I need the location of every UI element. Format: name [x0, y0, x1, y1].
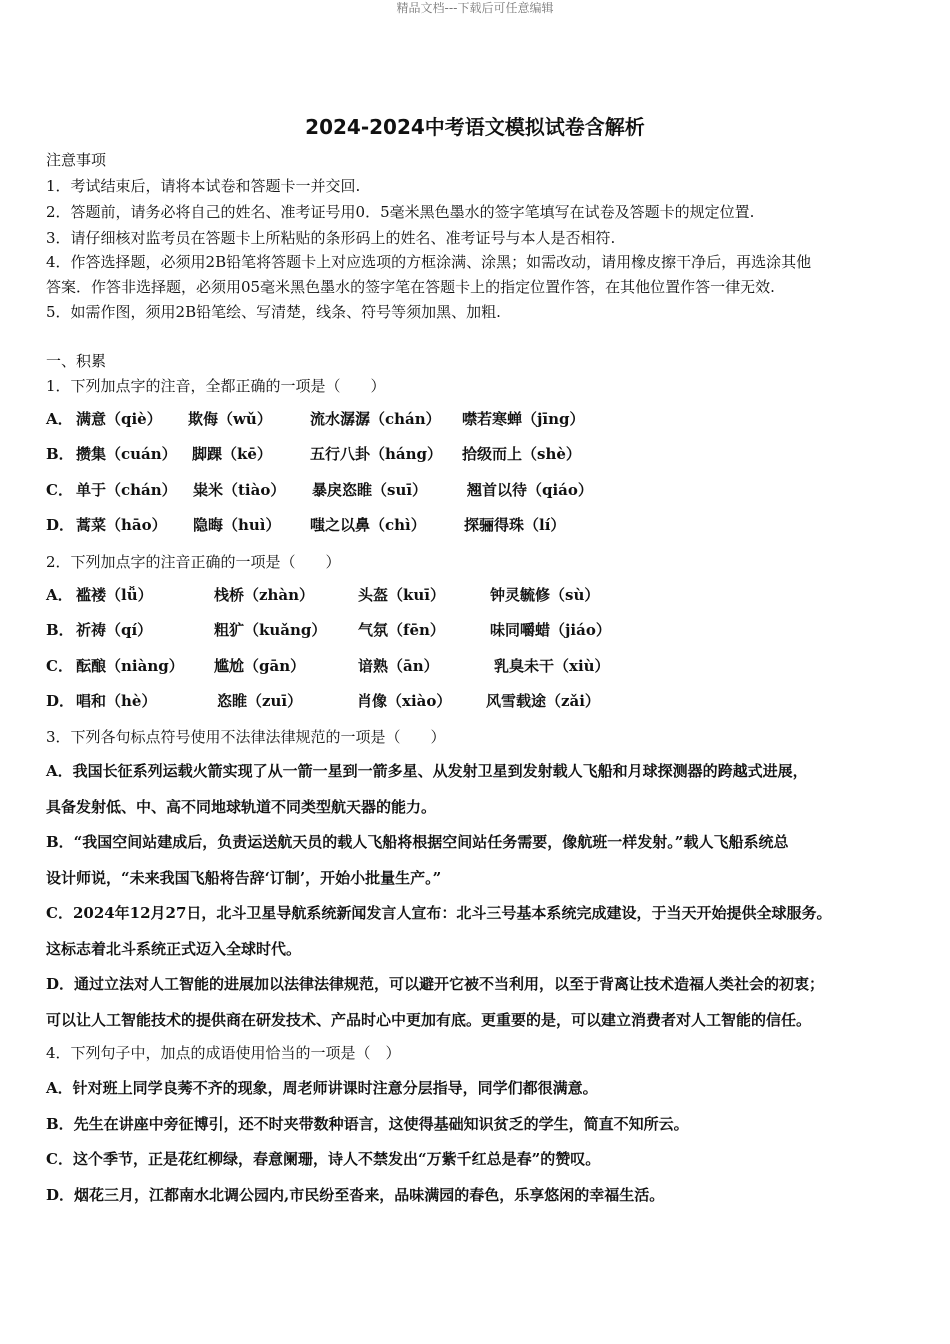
notes-heading: 注意事项	[46, 151, 107, 169]
option-label: B．	[46, 621, 74, 639]
option-label: D．	[46, 692, 75, 710]
page-header: 精品文档---下载后可任意编辑	[396, 1, 554, 15]
option-cell: 攒集（cuán）	[76, 445, 177, 463]
question-1-stem: 1．下列加点字的注音，全都正确的一项是（ ）	[46, 377, 386, 395]
question-3-line: 具备发射低、中、高不同地球轨道不同类型航天器的能力。	[46, 798, 437, 816]
note-item: 1．考试结束后，请将本试卷和答题卡一并交回.	[46, 177, 361, 195]
option-cell: 味同嚼蜡（jiáo）	[490, 621, 611, 639]
question-3-line: 设计师说，“未来我国飞船将告辞‘订制’，开始小批量生产。”	[46, 869, 442, 887]
option-label: A．	[46, 410, 73, 428]
option-cell: 褴褛（lǚ）	[76, 586, 153, 604]
option-cell: 噤若寒蝉（jīng）	[462, 410, 585, 428]
question-2-stem: 2．下列加点字的注音正确的一项是（ ）	[46, 553, 341, 571]
option-cell: 祈祷（qí）	[76, 621, 153, 639]
option-cell: 粗犷（kuǎng）	[214, 621, 327, 639]
question-3-line: C．2024年12月27日，北斗卫星导航系统新闻发言人宣布：北斗三号基本系统完成建设，于当天开始提供全球服务。	[46, 904, 832, 922]
option-cell: 粜米（tiào）	[193, 481, 286, 499]
note-item: 4．作答选择题，必须用2B铅笔将答题卡上对应选项的方框涂满、涂黑；如需改动，请用橡皮擦干净后，再选涂其他	[46, 253, 812, 271]
option-cell: 气氛（fēn）	[358, 621, 445, 639]
question-4-line: D．烟花三月，江都南水北调公园内,市民纷至沓来，品味满园的春色，乐享悠闲的幸福生活。	[46, 1186, 665, 1204]
option-cell: 脚踝（kē）	[192, 445, 272, 463]
option-cell: 尴尬（gān）	[214, 657, 306, 675]
option-cell: 欺侮（wǔ）	[188, 410, 272, 428]
option-cell: 恣睢（zuī）	[217, 692, 303, 710]
note-item: 5．如需作图，须用2B铅笔绘、写清楚，线条、符号等须加黑、加粗.	[46, 303, 501, 321]
question-3-line: A．我国长征系列运载火箭实现了从一箭一星到一箭多星、从发射卫星到发射载人飞船和月球探测器的跨越式进展，	[46, 762, 808, 780]
option-label: D．	[46, 516, 75, 534]
option-cell: 探骊得珠（lí）	[464, 516, 566, 534]
question-4-line: A．针对班上同学良莠不齐的现象，周老师讲课时注意分层指导，同学们都很满意。	[46, 1079, 598, 1097]
option-label: B．	[46, 445, 74, 463]
section-heading: 一、积累	[46, 352, 107, 370]
question-3-line: 可以让人工智能技术的提供商在研发技术、产品时心中更加有底。更重要的是，可以建立消费者对人工智能的信任。	[46, 1011, 812, 1029]
question-3-stem: 3．下列各句标点符号使用不法律法律规范的一项是（ ）	[46, 728, 446, 746]
question-3-line: 这标志着北斗系统正式迈入全球时代。	[46, 940, 302, 958]
option-cell: 唱和（hè）	[76, 692, 157, 710]
question-3-line: D．通过立法对人工智能的进展加以法律法律规范，可以避开它被不当利用，以至于背离让技术造福人类社会的初衷；	[46, 975, 825, 993]
option-cell: 头盔（kuī）	[358, 586, 445, 604]
option-cell: 风雪载途（zǎi）	[486, 692, 600, 710]
option-cell: 肖像（xiào）	[357, 692, 452, 710]
option-cell: 隐晦（huì）	[193, 516, 281, 534]
option-cell: 拾级而上（shè）	[462, 445, 581, 463]
option-label: C．	[46, 657, 73, 675]
option-cell: 乳臭未干（xiù）	[494, 657, 610, 675]
option-cell: 五行八卦（háng）	[310, 445, 443, 463]
note-item: 3．请仔细核对监考员在答题卡上所粘贴的条形码上的姓名、准考证号与本人是否相符.	[46, 229, 616, 247]
note-item: 2．答题前，请务必将自己的姓名、准考证号用0．5毫米黑色墨水的签字笔填写在试卷及答题卡的规定位置.	[46, 203, 755, 221]
option-cell: 满意（qiè）	[76, 410, 162, 428]
option-label: A．	[46, 586, 73, 604]
option-cell: 暴戾恣睢（suī）	[312, 481, 428, 499]
option-cell: 蒿菜（hāo）	[76, 516, 167, 534]
question-3-line: B．“我国空间站建成后，负责运送航天员的载人飞船将根据空间站任务需要，像航班一样发射。”载人飞船系统总	[46, 833, 789, 851]
option-label: C．	[46, 481, 73, 499]
note-item: 答案．作答非选择题，必须用05毫米黑色墨水的签字笔在答题卡上的指定位置作答，在其他位置作答一律无效.	[46, 278, 775, 296]
question-4-line: B．先生在讲座中旁征博引，还不时夹带数种语言，这使得基础知识贫乏的学生，简直不知所云。	[46, 1115, 689, 1133]
option-cell: 谙熟（ān）	[358, 657, 439, 675]
option-cell: 嗤之以鼻（chì）	[310, 516, 426, 534]
question-4-line: C．这个季节，正是花红柳绿，春意阑珊，诗人不禁发出“万紫千红总是春”的赞叹。	[46, 1150, 601, 1168]
question-4-stem: 4．下列句子中，加点的成语使用恰当的一项是（ ）	[46, 1044, 401, 1062]
option-cell: 钟灵毓修（sù）	[490, 586, 600, 604]
option-cell: 酝酿（niàng）	[76, 657, 184, 675]
option-cell: 流水潺潺（chán）	[310, 410, 441, 428]
option-cell: 单于（chán）	[76, 481, 177, 499]
option-cell: 栈桥（zhàn）	[214, 586, 315, 604]
option-cell: 翘首以待（qiáo）	[467, 481, 593, 499]
document-title: 2024-2024中考语文模拟试卷含解析	[305, 115, 645, 139]
